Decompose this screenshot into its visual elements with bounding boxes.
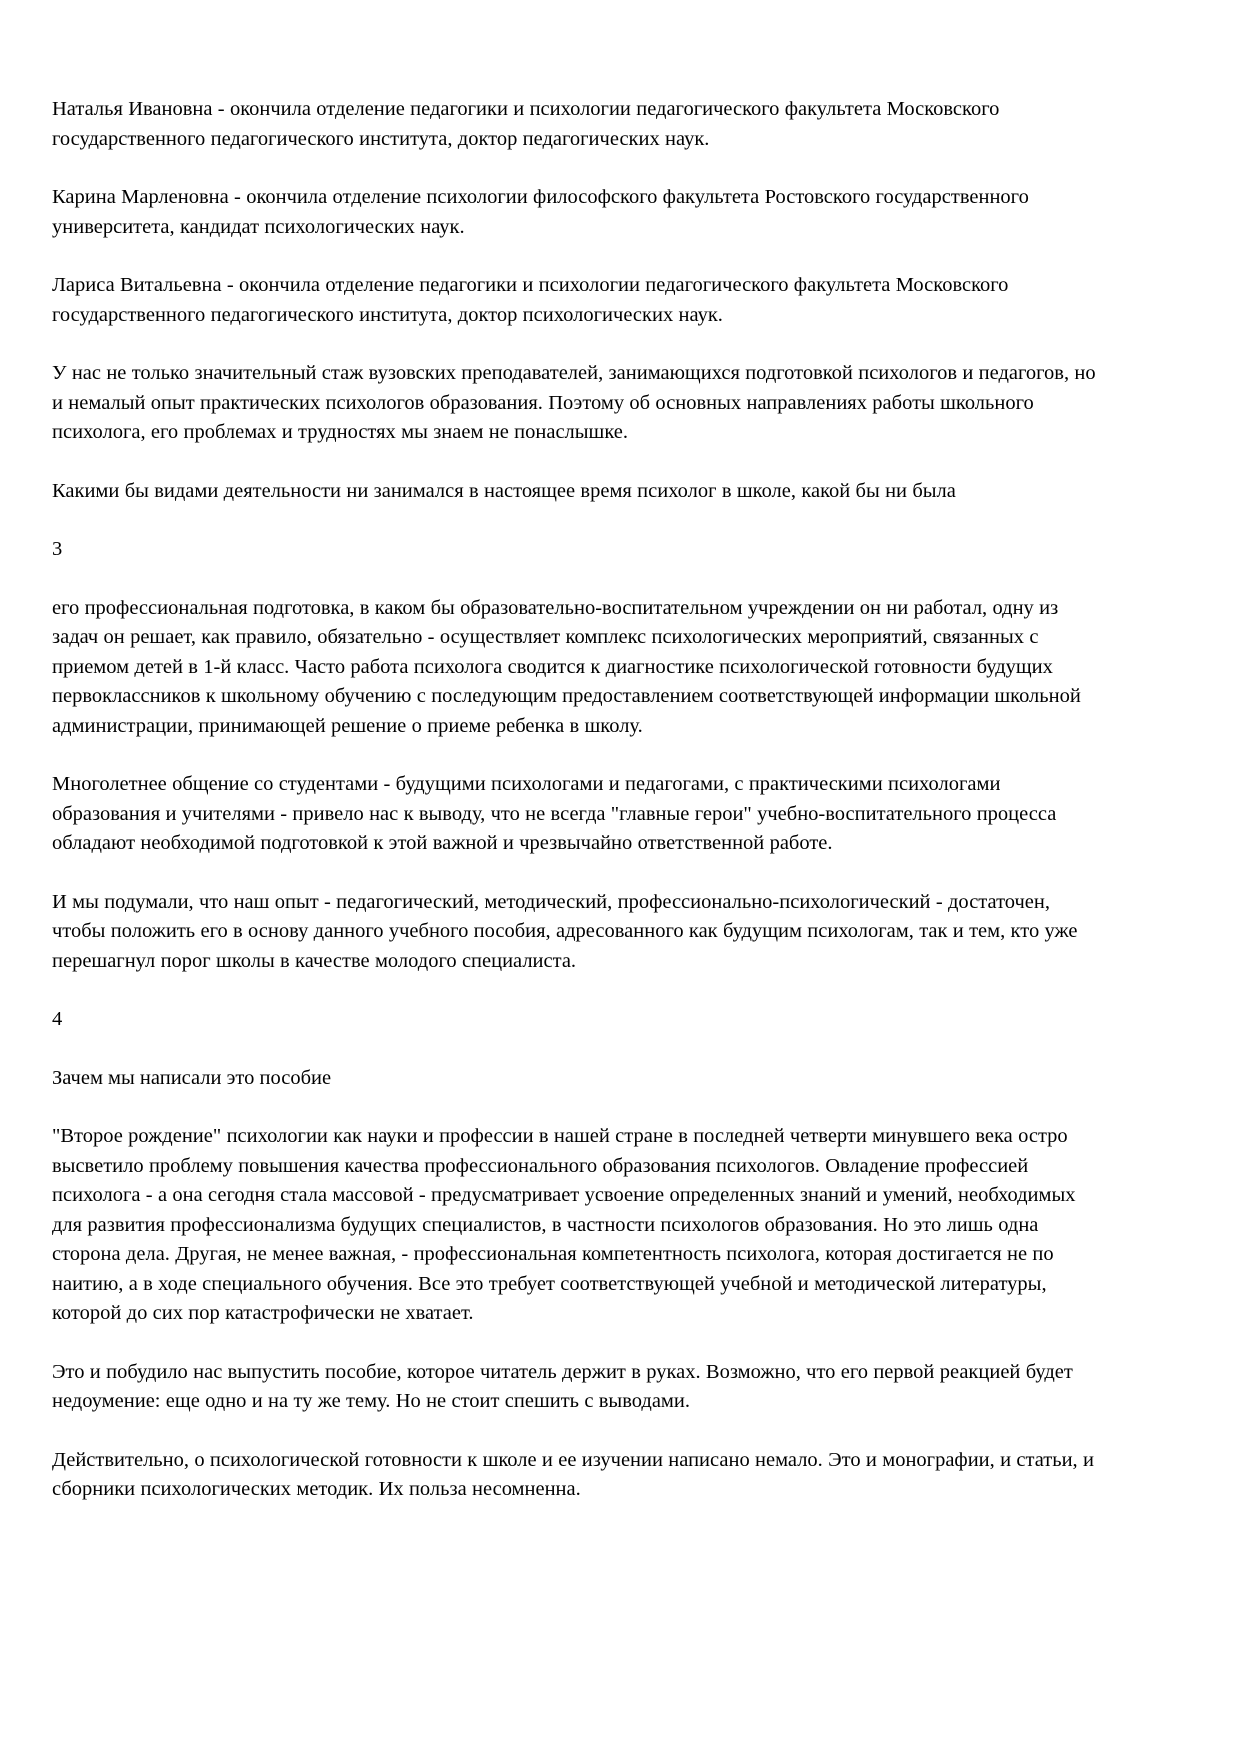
section-heading-why-we-wrote: Зачем мы написали это пособие [52,1066,332,1089]
document-body [52,95,1108,1505]
paragraph-activities-intro: Какими бы видами деятельности ни занимался в настоящее время психолог в школе, какой бы ни была [52,479,956,502]
paragraph-second-birth: "Второе рождение" психологии как науки и профессии в нашей стране в последней четверти минувшего века остро высветило проблему повышения качества профессионального образования психологов. Овладение профессией психолога - а она сегодня стала массовой - предусматривает усвоение определенных знаний и умений, необходимых для развития профессионализма будущих специалистов, в частности психологов образования. Но это лишь одна сторона дела. Другая, не менее важная, - профессиональная компетентность психолога, которая достигается не по наитию, а в ходе специального обучения. Все это требует соответствующей учебной и методической литературы, которой до сих пор катастрофически не хватает. [52,1125,1076,1324]
bio-larisa-vitalievna: Лариса Витальевна - окончила отделение педагогики и психологии педагогического факультета Московского государственного педагогического института, доктор психологических наук. [52,274,1009,326]
paragraph-professional-training: его профессиональная подготовка, в каком бы образовательно-воспитательном учреждении он ни работал, одну из задач он решает, как правило, обязательно - осуществляет комплекс психологических мероприятий, связанных с приемом детей в 1-й класс. Часто работа психолога сводится к диагностике психологической готовности будущих первоклассников к школьному обучению с последующим предоставлением соответствующей информации школьной администрации, принимающей решение о приеме ребенка в школу. [52,596,1081,737]
page-number-marker-4: 4 [52,1008,63,1030]
paragraph-existing-literature: Действительно, о психологической готовности к школе и ее изучении написано немало. Это и монографии, и статьи, и сборники психологических методик. Их польза несомненна. [52,1448,1094,1500]
page-number-marker-3: 3 [52,538,63,560]
paragraph-our-experience: И мы подумали, что наш опыт - педагогический, методический, профессионально-психологический - достаточен, чтобы положить его в основу данного учебного пособия, адресованного как будущим психологам, так и тем, кто уже перешагнул порог школы в качестве молодого специалиста. [52,890,1078,972]
paragraph-experience: У нас не только значительный стаж вузовских преподавателей, занимающихся подготовкой психологов и педагогов, но и немалый опыт практических психологов образования. Поэтому об основных направлениях работы школьного психолога, его проблемах и трудностях мы знаем не понаслышке. [52,362,1096,443]
bio-natalia-ivanovna: Наталья Ивановна - окончила отделение педагогики и психологии педагогического факультета Московского государственного педагогического института, доктор педагогических наук. [52,98,1000,150]
paragraph-student-communication: Многолетнее общение со студентами - будущими психологами и педагогами, с практическими психологами образования и учителями - привело нас к выводу, что не всегда "главные герои" учебно-воспитательного процесса обладают необходимой подготовкой к этой важной и чрезвычайно ответственной работе. [52,773,1057,854]
bio-karina-marlenovna: Карина Марленовна - окончила отделение психологии философского факультета Ростовского государственного университета, кандидат психологических наук. [52,186,1029,238]
paragraph-motivation: Это и побудило нас выпустить пособие, которое читатель держит в руках. Возможно, что его первой реакцией будет недоумение: еще одно и на ту же тему. Но не стоит спешить с выводами. [52,1360,1073,1412]
